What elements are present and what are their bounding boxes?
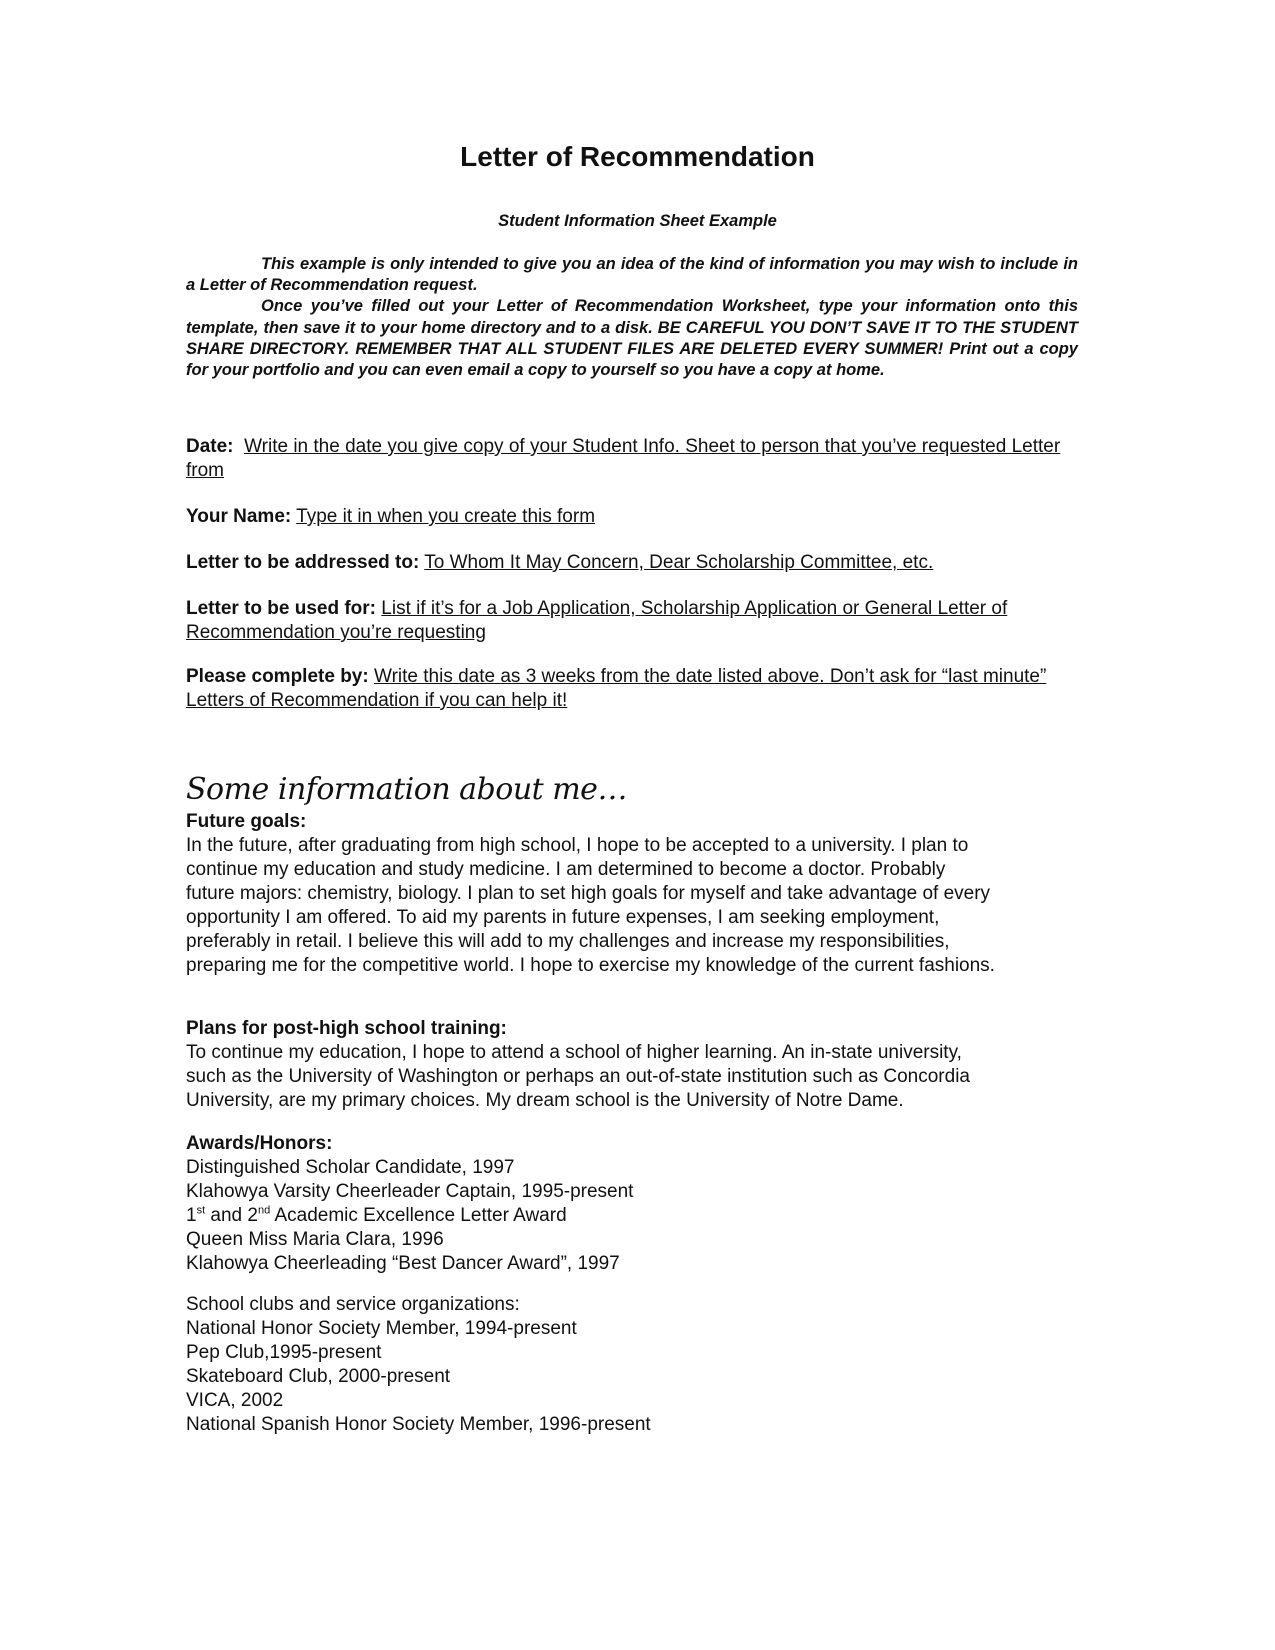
future-goals-line: In the future, after graduating from high school, I hope to be accepted to a university. I plan to: [186, 835, 969, 856]
field-name: [186, 505, 1086, 529]
intro-paragraph-2: Once you’ve filled out your Letter of Recommendation Worksheet, type your information onto this template, then save it to your home directory and to a disk. BE CAREFUL YOU DON’T SAVE IT TO THE STUDENT SHARE DIRECTORY. REMEMBER THAT ALL STUDENT FILES ARE DELETED EVERY SUMMER! Print out a copy for your portfolio and you can even email a copy to yourself so you have a copy at home.: [186, 297, 1078, 380]
post-high-line: To continue my education, I hope to attend a school of higher learning. An in-state university,: [186, 1042, 962, 1063]
awards-section: [186, 1132, 1086, 1276]
award-item: Klahowya Cheerleading “Best Dancer Award”, 1997: [186, 1253, 620, 1274]
award-item: 1st and 2nd Academic Excellence Letter Award: [186, 1204, 567, 1226]
post-high-line: University, are my primary choices. My dream school is the University of Notre Dame.: [186, 1090, 904, 1111]
post-high-section: [186, 1017, 1086, 1113]
field-complete-by: [186, 665, 1086, 713]
field-date-label: Date:: [186, 436, 234, 457]
field-used-for-value: List if it’s for a Job Application, Scholarship Application or General Letter of Recommendation you’re requesting: [186, 598, 1008, 643]
intro-instructions: [186, 254, 1078, 381]
club-item: VICA, 2002: [186, 1390, 284, 1411]
future-goals-section: [186, 810, 1086, 978]
future-goals-heading: Future goals:: [186, 811, 307, 832]
future-goals-line: future majors: chemistry, biology. I plan to set high goals for myself and take advantage of every: [186, 883, 991, 904]
clubs-heading: School clubs and service organizations:: [186, 1294, 520, 1315]
award-item: Distinguished Scholar Candidate, 1997: [186, 1157, 515, 1178]
clubs-section: [186, 1293, 1086, 1437]
page-subtitle: Student Information Sheet Example: [498, 212, 777, 230]
future-goals-line: preferably in retail. I believe this will add to my challenges and increase my responsibilities,: [186, 931, 950, 952]
page-title: Letter of Recommendation: [460, 141, 815, 172]
field-name-label: Your Name:: [186, 506, 292, 527]
about-me-heading: Some information about me…: [186, 772, 627, 807]
field-used-for: [186, 597, 1086, 645]
club-item: Skateboard Club, 2000-present: [186, 1366, 451, 1387]
post-high-heading: Plans for post-high school training:: [186, 1018, 507, 1039]
field-date-value: Write in the date you give copy of your Student Info. Sheet to person that you’ve requested Letter from: [186, 436, 1061, 481]
field-date: [186, 435, 1086, 483]
future-goals-line: preparing me for the competitive world. I hope to exercise my knowledge of the current fashions.: [186, 955, 995, 976]
club-item: Pep Club,1995-present: [186, 1342, 382, 1363]
field-complete-by-value: Write this date as 3 weeks from the date listed above. Don’t ask for “last minute” Letters of Recommendation if you can help it!: [186, 666, 1047, 711]
future-goals-line: continue my education and study medicine. I am determined to become a doctor. Probably: [186, 859, 946, 880]
awards-heading: Awards/Honors:: [186, 1133, 333, 1154]
field-used-for-label: Letter to be used for:: [186, 598, 377, 619]
field-complete-by-label: Please complete by:: [186, 666, 369, 687]
award-item: Klahowya Varsity Cheerleader Captain, 1995-present: [186, 1181, 634, 1202]
award-item: Queen Miss Maria Clara, 1996: [186, 1229, 444, 1250]
intro-paragraph-1: This example is only intended to give you an idea of the kind of information you may wish to include in a Letter of Recommendation request.: [186, 255, 1078, 295]
field-addressed-to-label: Letter to be addressed to:: [186, 552, 420, 573]
post-high-line: such as the University of Washington or perhaps an out-of-state institution such as Concordia: [186, 1066, 970, 1087]
field-addressed-to-value: To Whom It May Concern, Dear Scholarship Committee, etc.: [424, 552, 934, 573]
club-item: National Spanish Honor Society Member, 1996-present: [186, 1414, 651, 1435]
future-goals-line: opportunity I am offered. To aid my parents in future expenses, I am seeking employment,: [186, 907, 940, 928]
club-item: National Honor Society Member, 1994-present: [186, 1318, 577, 1339]
field-name-value: Type it in when you create this form: [296, 506, 596, 527]
field-addressed-to: [186, 551, 1086, 575]
